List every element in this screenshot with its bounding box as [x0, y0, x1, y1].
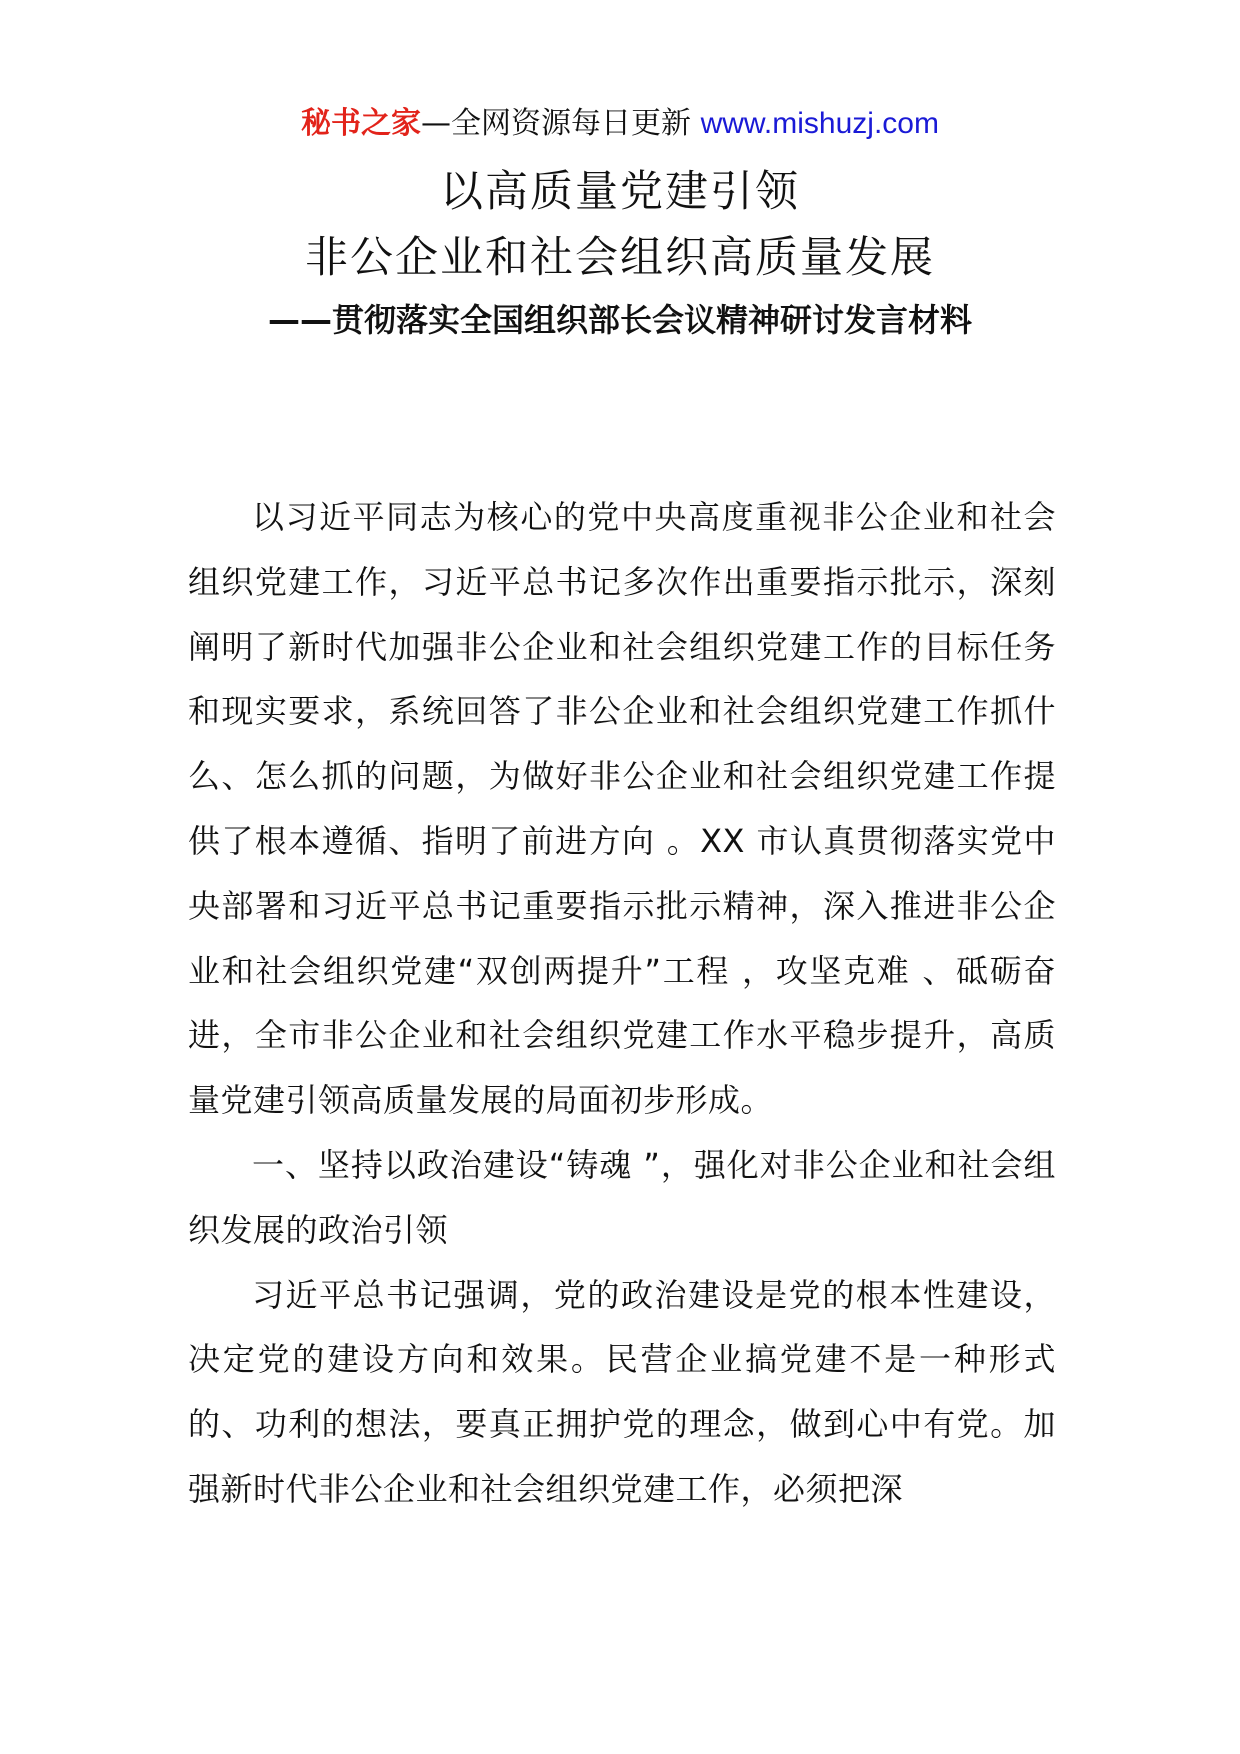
section-heading-1: 一、坚持以政治建设“铸魂 ”，强化对非公企业和社会组织发展的政治引领	[188, 1145, 1056, 1249]
body-paragraph-1: 以习近平同志为核心的党中央高度重视非公企业和社会组织党建工作，习近平总书记多次作出重要指示批示，深刻阐明了新时代加强非公企业和社会组织党建工作的目标任务和现实要求，系统回答了非公企业和社会组织党建工作抓什么、怎么抓的问题，为做好非公企业和社会组织党建工作提供了根本遵循、指明了前进方向 。XX 市认真贯彻落实党中央部署和习近平总书记重要指示批示精神，深入推进非公企业和社会组织党建“双创两提升”工程 ，攻坚克难 、砥砺奋进，全市非公企业和社会组织党建工作水平稳步提升，高质量党建引领高质量发展的局面初步形成。	[188, 498, 1056, 1120]
brand-name: 秘书之家	[301, 106, 422, 141]
document-title-line-1: 以高质量党建引领	[440, 167, 800, 217]
body-paragraph-2: 习近平总书记强调，党的政治建设是党的根本性建设，决定党的建设方向和效果。民营企业搞党建不是一种形式的、功利的想法，要真正拥护党的理念，做到心中有党。加强新时代非公企业和社会组织党建工作，必须把深	[188, 1275, 1056, 1508]
site-url-link[interactable]: www.mishuzj.com	[700, 107, 939, 140]
document-body	[188, 485, 1056, 1522]
document-title-line-2: 非公企业和社会组织高质量发展	[305, 233, 935, 283]
document-subtitle: ——贯彻落实全国组织部长会议精神研讨发言材料	[267, 301, 972, 339]
site-banner	[0, 104, 1240, 144]
banner-tagline: —全网资源每日更新	[421, 106, 692, 141]
